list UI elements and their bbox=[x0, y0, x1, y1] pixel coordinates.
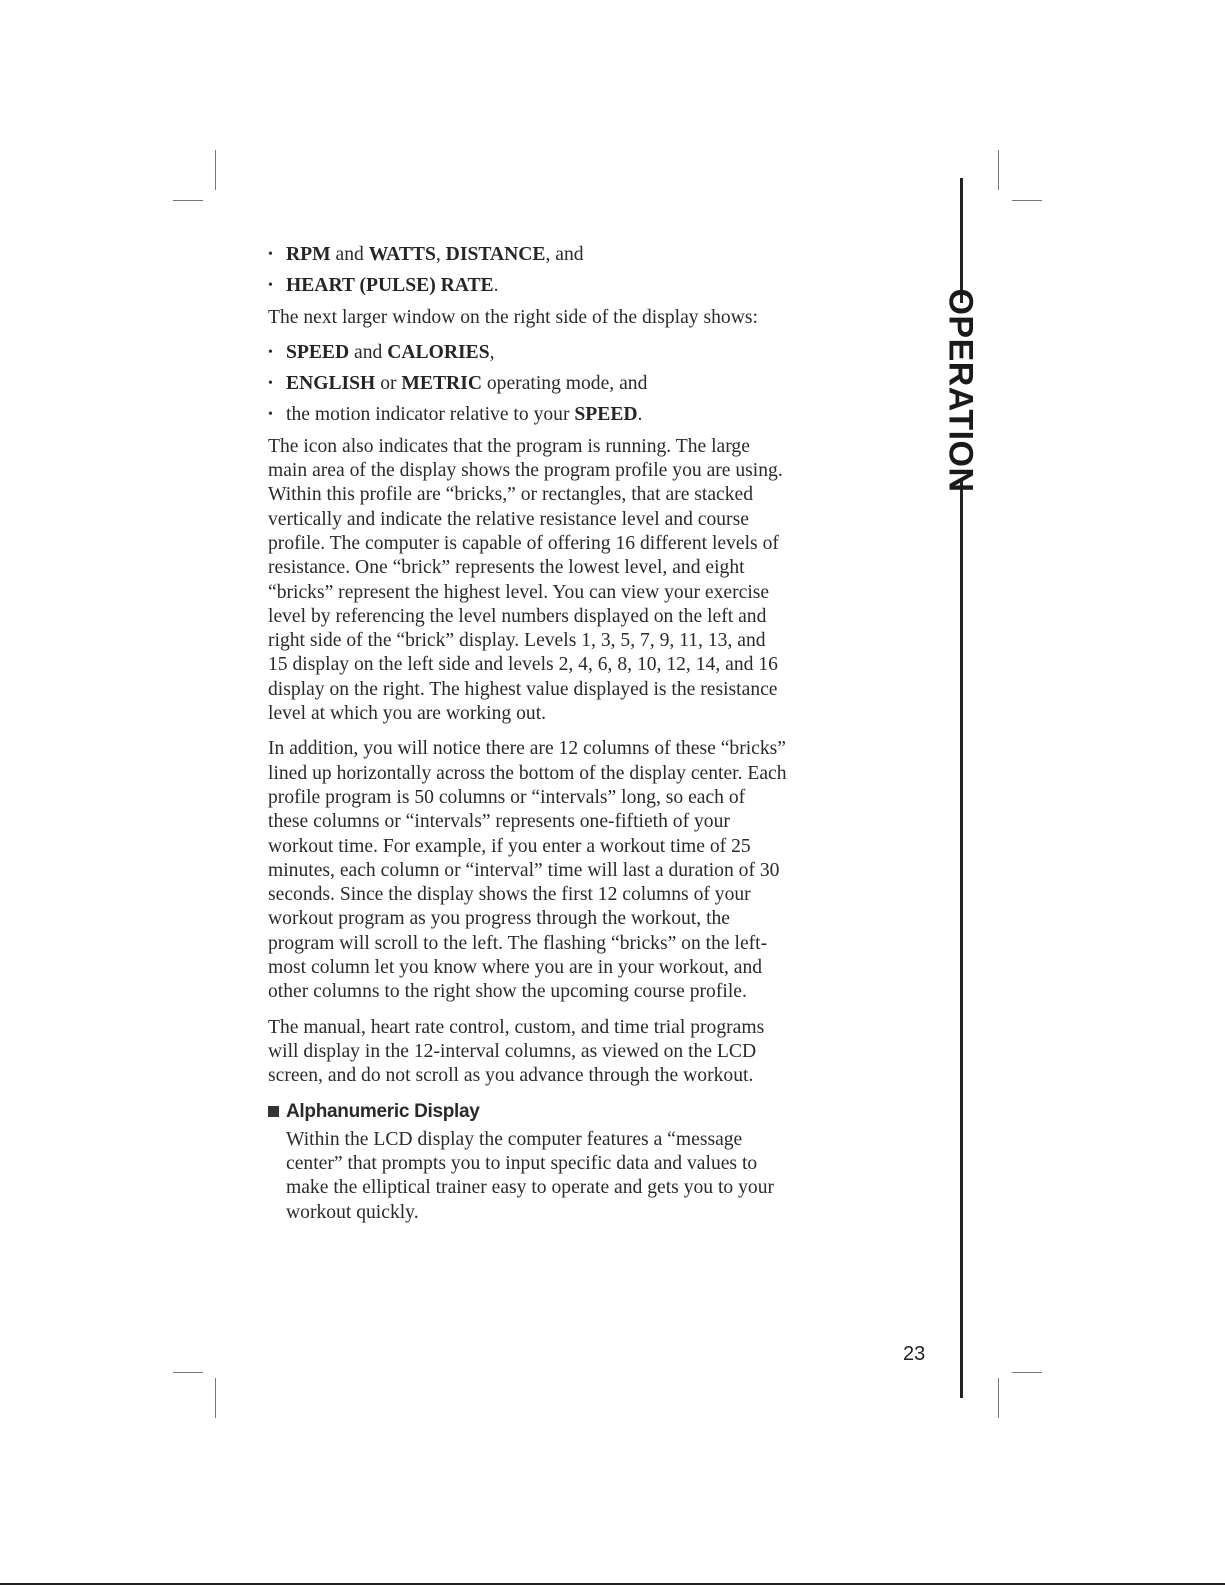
crop-mark bbox=[173, 200, 203, 201]
crop-mark bbox=[998, 150, 999, 190]
list-item bbox=[268, 372, 788, 396]
crop-mark bbox=[1012, 200, 1042, 201]
text: operating mode, and bbox=[481, 373, 648, 395]
list-item bbox=[268, 403, 788, 427]
text: , bbox=[489, 341, 495, 363]
bold-term: SPEED bbox=[286, 341, 350, 363]
text: or bbox=[375, 373, 402, 395]
bold-term: WATTS bbox=[368, 244, 436, 265]
side-tab bbox=[930, 288, 990, 493]
crop-mark bbox=[215, 1378, 216, 1418]
bold-term: RPM bbox=[286, 244, 331, 265]
bold-term: CALORIES bbox=[387, 341, 490, 363]
paragraph-window: The next larger window on the right side of the display shows: bbox=[268, 306, 758, 328]
crop-mark bbox=[998, 1378, 999, 1418]
text: and bbox=[349, 341, 388, 363]
bold-term: ENGLISH bbox=[286, 373, 376, 395]
page-body bbox=[268, 243, 788, 1236]
section-heading bbox=[268, 1100, 788, 1124]
bullet-list-top bbox=[268, 243, 788, 299]
square-bullet-icon bbox=[268, 1106, 279, 1117]
crop-mark bbox=[173, 1372, 203, 1373]
side-tab-label: OPERATION bbox=[941, 288, 980, 493]
text: . bbox=[493, 275, 499, 297]
page-number: 23 bbox=[903, 1343, 926, 1365]
paragraph-columns: In addition, you will notice there are 12 columns of these “bricks” lined up horizontally across the bottom of the display center. Each profile program is 50 columns or “intervals” long, so each of these columns or “intervals” represents one-fiftieth of your workout time. For example, if you enter a workout time of 25 minutes, each column or “interval” time will last a duration of 30 seconds. Since the display shows the first 12 columns of your workout program as you progress through the workout, the program will scroll to the left. The flashing “bricks” on the left-most column let you know where you are in your workout, and other columns to the right show the upcoming course profile. bbox=[268, 738, 787, 1003]
crop-mark bbox=[1012, 1372, 1042, 1373]
bold-term: SPEED bbox=[574, 404, 638, 426]
text: , bbox=[435, 244, 446, 265]
bullet-list-window bbox=[268, 341, 788, 428]
crop-mark bbox=[215, 150, 216, 190]
list-item bbox=[268, 274, 788, 298]
paragraph-icon: The icon also indicates that the program is running. The large main area of the display shows the program profile you are using. Within this profile are “bricks,” or rectangles, that are stacked vertically and indicate the relative resistance level and course profile. The computer is capable of offering 16 different levels of resistance. One “brick” represents the lowest level, and eight “bricks” represent the highest level. You can view your exercise level by referencing the level numbers displayed on the left and right side of the “brick” display. Levels 1, 3, 5, 7, 9, 11, 13, and 15 display on the left side and levels 2, 4, 6, 8, 10, 12, 14, and 16 display on the right. The highest value displayed is the resistance level at which you are working out. bbox=[268, 435, 783, 725]
bold-term: DISTANCE bbox=[445, 244, 546, 265]
text: the motion indicator relative to your bbox=[286, 404, 575, 426]
bold-term: HEART (PULSE) RATE bbox=[286, 275, 494, 297]
text: . bbox=[637, 404, 643, 426]
paragraph-manual: The manual, heart rate control, custom, and time trial programs will display in the 12-interval columns, as viewed on the LCD screen, and do not scroll as you advance through the workout. bbox=[268, 1016, 765, 1087]
list-item bbox=[268, 341, 788, 365]
text: and bbox=[330, 244, 369, 265]
paragraph-alphanumeric: Within the LCD display the computer features a “message center” that prompts you to input specific data and values to make the elliptical trainer easy to operate and gets you to your workout quickly. bbox=[286, 1128, 775, 1223]
bold-term: METRIC bbox=[401, 373, 482, 395]
list-item bbox=[268, 243, 788, 267]
text: , and bbox=[545, 244, 584, 265]
section-heading-text: Alphanumeric Display bbox=[286, 1100, 480, 1122]
